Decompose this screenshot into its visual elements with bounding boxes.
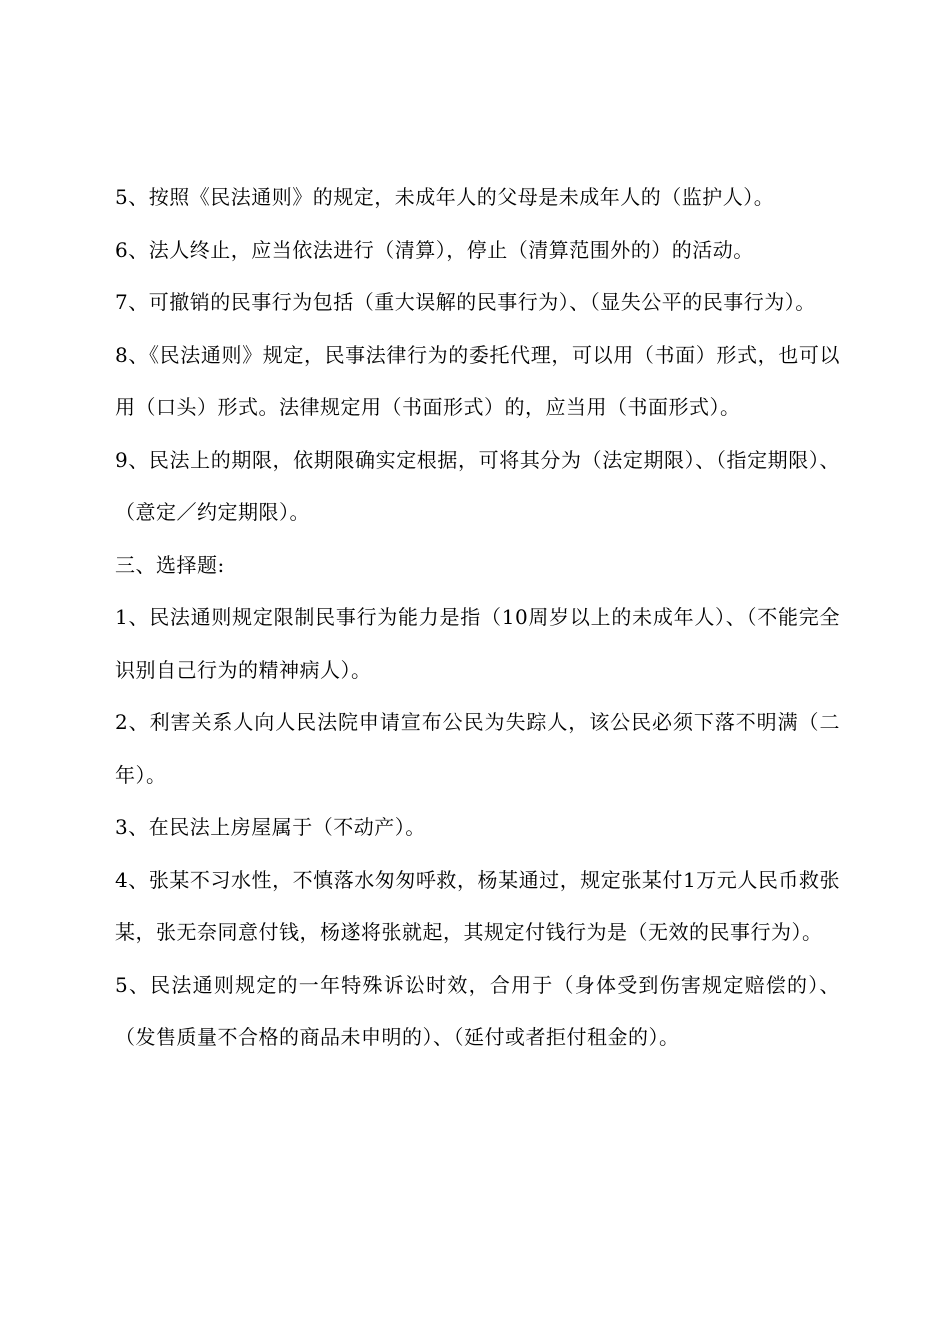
section-heading: 三、选择题: <box>115 552 225 577</box>
paragraph-fill-9: 9、民法上的期限，依期限确实定根据，可将其分为（法定期限）、（指定期限）、（意定／约定期限）。 <box>115 447 840 524</box>
paragraph-choice-1: 1、民法通则规定限制民事行为能力是指（10周岁以上的未成年人）、（不能完全识别自己行为的精神病人）。 <box>115 605 840 682</box>
paragraph-choice-5: 5、民法通则规定的一年特殊诉讼时效，合用于（身体受到伤害规定赔偿的）、（发售质量不合格的商品未申明的）、（延付或者拒付租金的）。 <box>115 972 840 1049</box>
paragraph-fill-6: 6、法人终止，应当依法进行（清算），停止（清算范围外的）的活动。 <box>115 237 754 262</box>
paragraph-choice-4: 4、张某不习水性，不慎落水匆匆呼救，杨某通过，规定张某付1万元人民币救张某，张无奈同意付钱，杨遂将张就起，其规定付钱行为是（无效的民事行为）。 <box>115 867 840 944</box>
document-body <box>115 171 840 1064</box>
paragraph-fill-7: 7、可撤销的民事行为包括（重大误解的民事行为）、（显失公平的民事行为）。 <box>115 290 816 314</box>
paragraph-choice-2: 2、利害关系人向人民法院申请宣布公民为失踪人，该公民必须下落不明满（二年）。 <box>115 710 840 787</box>
paragraph-fill-8: 8、《民法通则》规定，民事法律行为的委托代理，可以用（书面）形式，也可以用（口头）形式。法律规定用（书面形式）的，应当用（书面形式）。 <box>115 342 840 419</box>
paragraph-fill-5: 5、按照《民法通则》的规定，未成年人的父母是未成年人的（监护人）。 <box>115 185 775 209</box>
paragraph-choice-3: 3、在民法上房屋属于（不动产）。 <box>115 815 426 839</box>
